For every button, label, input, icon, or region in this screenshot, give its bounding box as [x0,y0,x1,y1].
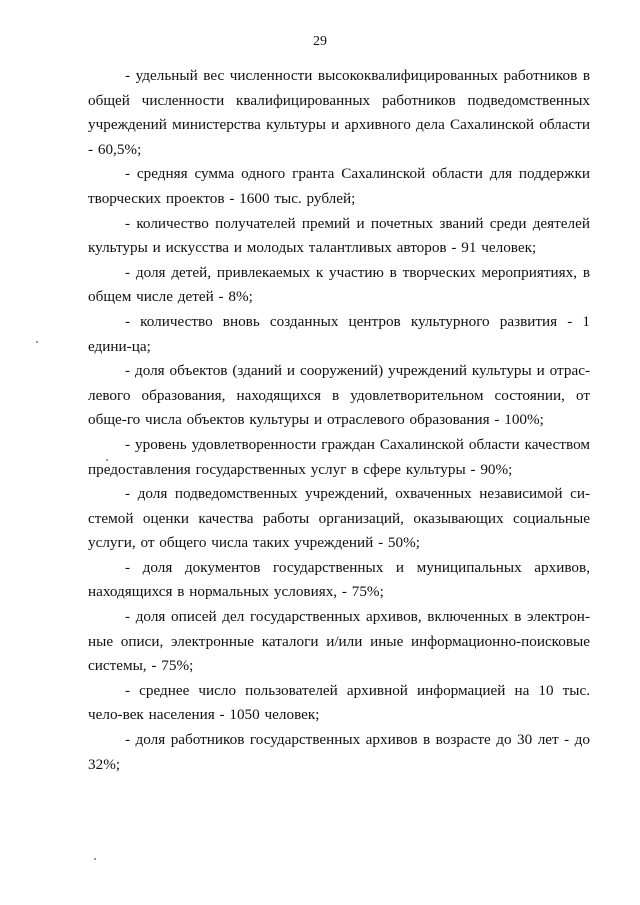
paragraph-1: - удельный вес численности высококвалифицированных работников в общей численности квалифицированных работников подведомственных учреждений министерства культуры и архивного дела Сахалинской области - 60,5%; [88,67,590,158]
paragraph-9: - доля документов государственных и муниципальных архивов, находящихся в нормальных условиях, - 75%; [88,558,590,601]
paragraph-11: - среднее число пользователей архивной информацией на 10 тыс. чело-век населения - 1050 человек; [88,681,590,724]
scan-speck [106,459,108,461]
scan-speck [94,858,96,860]
paragraph-2: - средняя сумма одного гранта Сахалинской области для поддержки творческих проектов - 1600 тыс. рублей; [88,165,590,207]
paragraph-8: - доля подведомственных учреждений, охваченных независимой си-стемой оценки качества работы организаций, оказывающих социальные услуги, от общего числа таких учреждений - 50%; [88,485,590,552]
scan-speck [36,341,38,343]
paragraph-5: - количество вновь созданных центров культурного развития - 1 едини-ца; [88,312,590,355]
paragraph-6: - доля объектов (зданий и сооружений) учреждений культуры и отрас-левого образования, находящихся в удовлетворительном состоянии, от обще-го числа объектов культуры и отраслевого образования - 100%; [88,362,590,429]
document-body [88,64,590,777]
paragraph-12: - доля работников государственных архивов в возрасте до 30 лет - до 32%; [88,731,590,773]
paragraph-3: - количество получателей премий и почетных званий среди деятелей культуры и искусства и молодых талантливых авторов - 91 человек; [88,214,590,257]
paragraph-10: - доля описей дел государственных архивов, включенных в электрон-ные описи, электронные каталоги и/или иные информационно-поисковые системы, - 75%; [88,608,590,675]
paragraph-4: - доля детей, привлекаемых к участию в творческих мероприятиях, в общем числе детей - 8%; [88,263,590,306]
page-number: 29 [313,34,327,49]
paragraph-7: - уровень удовлетворенности граждан Сахалинской области качеством предоставления государственных услуг в сфере культуры - 90%; [88,435,590,478]
